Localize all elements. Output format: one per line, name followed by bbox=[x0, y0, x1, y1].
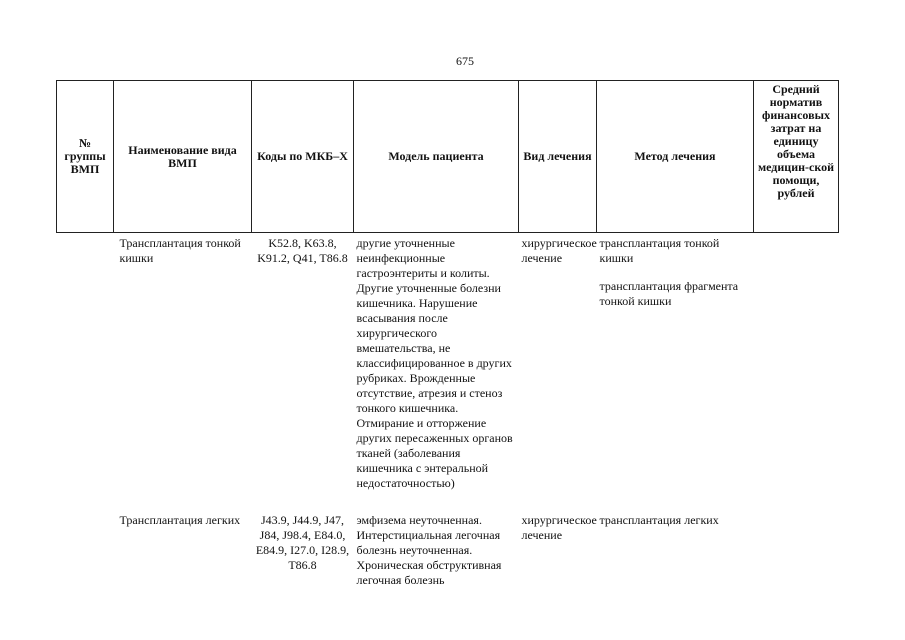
cell-icd-codes: K52.8, K63.8, K91.2, Q41, T86.8 bbox=[257, 236, 348, 265]
cell-avg-cost bbox=[754, 510, 839, 590]
cell-icd-codes: J43.9, J44.9, J47, J84, J98.4, E84.0, E84.9, I27.0, I28.9, T86.8 bbox=[255, 513, 350, 572]
header-vmp-name: Наименование вида ВМП bbox=[114, 81, 252, 233]
cell-group-no bbox=[57, 510, 114, 590]
header-patient-model: Модель пациента bbox=[354, 81, 519, 233]
cell-group-no bbox=[57, 233, 114, 511]
cell-patient-model: эмфизема неуточненная. Интерстициальная легочная болезнь неуточненная. Хроническая обструктивная легочная болезнь bbox=[356, 513, 502, 587]
cell-treatment-method bbox=[597, 233, 754, 511]
page-number: 675 bbox=[456, 54, 474, 68]
cell-treatment-type: хирургическое лечение bbox=[521, 236, 597, 265]
header-treatment-type: Вид лечения bbox=[519, 81, 597, 233]
cell-patient-model: другие уточненные неинфекционные гастроэнтериты и колиты. Другие уточненные болезни кишечника. Нарушение всасывания после хирургического вмешательства, не классифицированное в других рубриках. Врожденные отсутствие, атрезия и стеноз тонкого кишечника. Отмирание и отторжение других пересаженных органов тканей (заболевания кишечника с энтеральной недостаточностью) bbox=[356, 236, 513, 490]
cell-vmp-name: Трансплантация легких bbox=[119, 513, 241, 527]
table-row bbox=[57, 510, 839, 590]
header-group-no: № группы ВМП bbox=[57, 81, 114, 233]
cell-avg-cost bbox=[754, 233, 839, 511]
method-item: трансплантация легких bbox=[599, 513, 719, 527]
vmp-table bbox=[56, 80, 839, 590]
table-row bbox=[57, 233, 839, 511]
method-item: трансплантация тонкой кишки bbox=[599, 236, 720, 265]
header-icd-codes: Коды по МКБ–Х bbox=[252, 81, 354, 233]
method-item: трансплантация фрагмента тонкой кишки bbox=[599, 279, 739, 308]
cell-vmp-name: Трансплантация тонкой кишки bbox=[119, 236, 241, 265]
header-avg-cost: Средний норматив финансовых затрат на единицу объема медицин-ской помощи, рублей bbox=[754, 81, 839, 233]
header-treatment-method: Метод лечения bbox=[597, 81, 754, 233]
cell-treatment-method bbox=[597, 510, 754, 590]
cell-treatment-type: хирургическое лечение bbox=[521, 513, 597, 542]
table-header bbox=[57, 81, 839, 233]
